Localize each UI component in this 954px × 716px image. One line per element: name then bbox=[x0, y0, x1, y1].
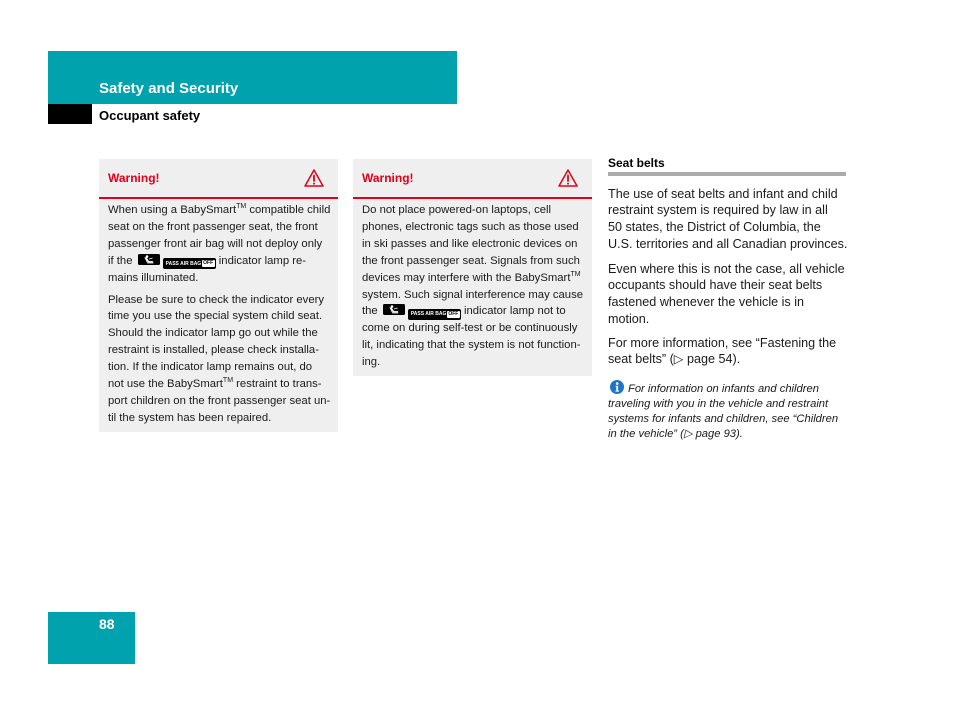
section-header-bar bbox=[48, 51, 457, 104]
text-line bbox=[362, 303, 586, 320]
line-text: devices may interfere with the BabySmart bbox=[362, 271, 571, 284]
line-text: the bbox=[362, 305, 381, 318]
text-line: til the system has been repaired. bbox=[108, 411, 272, 424]
text-line: seat on the front passenger seat, the front bbox=[108, 220, 318, 233]
text-line: The use of seat belts and infant and child bbox=[608, 186, 838, 201]
text-line: For more information, see “Fastening the bbox=[608, 335, 837, 350]
seat-belts-paragraph bbox=[608, 261, 858, 329]
line-text: indicator lamp re- bbox=[215, 254, 307, 267]
warning-paragraph bbox=[108, 292, 332, 427]
warning-triangle-icon bbox=[558, 168, 578, 188]
page-number: 88 bbox=[99, 616, 115, 632]
text-line: Even where this is not the case, all vehicle bbox=[608, 261, 845, 276]
line-text: if the bbox=[108, 254, 136, 267]
seat-belts-paragraph bbox=[608, 335, 858, 369]
badge-label: PASS AIR BAG bbox=[165, 260, 202, 267]
text-line: come on during self-test or be continuously bbox=[362, 322, 578, 335]
text-line bbox=[108, 202, 332, 219]
trademark-superscript: TM bbox=[570, 270, 581, 278]
line-text: For information on infants and children bbox=[628, 382, 819, 395]
text-line: in ski passes and like electronic devices on bbox=[362, 237, 578, 250]
trademark-superscript: TM bbox=[222, 377, 234, 385]
text-line bbox=[362, 270, 586, 287]
text-line: tion. If the indicator lamp remains out, do bbox=[108, 361, 313, 374]
trademark-superscript: TM bbox=[236, 203, 247, 210]
text-line: port children on the front passenger seat un- bbox=[108, 394, 331, 407]
text-line: passenger front air bag will not deploy only bbox=[108, 237, 323, 250]
line-text: indicator lamp not to bbox=[460, 305, 566, 318]
line-text: not use the BabySmart bbox=[108, 378, 223, 391]
badge-label: PASS AIR BAG bbox=[410, 311, 447, 318]
page-number-box bbox=[48, 612, 135, 664]
warning-box-electronic-devices bbox=[353, 159, 592, 376]
line-text: restraint to trans- bbox=[233, 378, 322, 391]
text-line: phones, electronic tags such as those used bbox=[362, 220, 579, 233]
text-line: occupants should have their seat belts bbox=[608, 278, 823, 293]
text-line: mains illuminated. bbox=[108, 271, 199, 284]
text-line: restraint system is required by law in all bbox=[608, 203, 828, 218]
text-line: system. Such signal interference may cause bbox=[362, 288, 584, 301]
seat-belts-paragraph bbox=[608, 186, 858, 254]
text-line: Please be sure to check the indicator every bbox=[108, 293, 325, 306]
badge-state: OFF bbox=[448, 310, 459, 317]
subsection-title: Occupant safety bbox=[99, 108, 201, 123]
warning-box-child-seat bbox=[99, 159, 338, 432]
pass-air-bag-off-indicator bbox=[163, 258, 216, 269]
warning-body bbox=[99, 199, 338, 427]
text-line: in the vehicle” (▷ page 93). bbox=[608, 427, 743, 440]
warning-title: Warning! bbox=[108, 171, 160, 185]
warning-header bbox=[353, 159, 592, 199]
badge-state: OFF bbox=[203, 260, 214, 267]
section-title: Safety and Security bbox=[99, 80, 239, 97]
warning-paragraph bbox=[362, 202, 586, 371]
seat-belts-heading: Seat belts bbox=[608, 156, 665, 170]
text-line: seat belts” (▷ page 54). bbox=[608, 352, 741, 367]
text-line bbox=[108, 253, 332, 270]
text-line: fastened whenever the vehicle is in bbox=[608, 295, 805, 310]
text-line: ing. bbox=[362, 356, 381, 369]
text-line: lit, indicating that the system is not function- bbox=[362, 339, 581, 352]
line-text: compatible child bbox=[246, 204, 331, 216]
child-seat-icon bbox=[138, 254, 160, 265]
info-icon bbox=[610, 380, 624, 394]
line-text: When using a BabySmart bbox=[108, 204, 237, 216]
text-line: Should the indicator lamp go out while the bbox=[108, 327, 318, 340]
warning-paragraph bbox=[108, 202, 332, 287]
pass-air-bag-off-indicator bbox=[408, 309, 461, 320]
warning-triangle-icon bbox=[304, 168, 324, 188]
warning-body bbox=[353, 199, 592, 371]
text-line: motion. bbox=[608, 312, 650, 327]
text-line: restraint is installed, please check installa- bbox=[108, 344, 319, 357]
subsection-marker bbox=[48, 104, 92, 124]
warning-header bbox=[99, 159, 338, 199]
text-line: 50 states, the District of Columbia, the bbox=[608, 220, 821, 235]
heading-rule bbox=[608, 172, 846, 176]
child-seat-icon bbox=[383, 304, 405, 315]
text-line bbox=[108, 376, 332, 393]
text-line: traveling with you in the vehicle and restraint bbox=[608, 397, 829, 410]
warning-title: Warning! bbox=[362, 171, 414, 185]
text-line: the front passenger seat. Signals from such bbox=[362, 254, 580, 267]
text-line: Do not place powered-on laptops, cell bbox=[362, 204, 552, 216]
info-note bbox=[608, 380, 858, 442]
text-line: time you use the special system child seat. bbox=[108, 310, 323, 323]
text-line bbox=[608, 380, 858, 397]
text-line: U.S. territories and all Canadian provinces. bbox=[608, 237, 848, 252]
text-line: systems for infants and children, see “Children bbox=[608, 412, 839, 425]
